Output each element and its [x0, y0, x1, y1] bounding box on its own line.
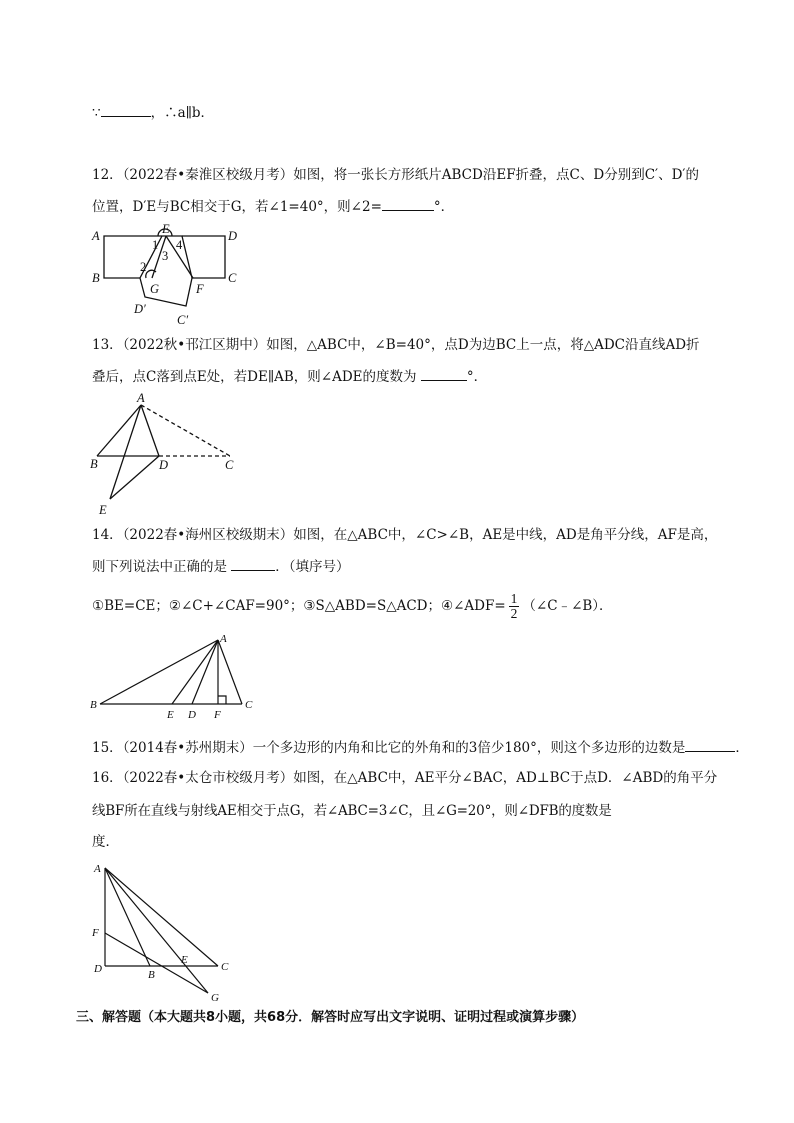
- q14-line1: 14．（2022春•海州区校级期末）如图，在△ABC中，∠C>∠B，AE是中线，AD是角平分线，AF是高，: [92, 527, 718, 543]
- q16-line-ag: [105, 868, 208, 993]
- q16-line-ac: [105, 868, 218, 966]
- q12-line2: 位置，D′E与BC相交于G，若∠1=40°，则∠2= °．: [92, 196, 454, 217]
- q16-line1: 16．（2022春•太仓市校级月考）如图，在△ABC中，AE平分∠BAC，AD⊥BC于点D．∠ABD的角平分: [92, 770, 718, 786]
- q16-label-A: A: [94, 863, 101, 875]
- q14-options: ①BE=CE；②∠C+∠CAF=90°；③S△ABD=S△ACD；④∠ADF= $\frac{1}{2}$ （∠C﹣∠B）．: [92, 591, 613, 621]
- q12-label-2: 2: [140, 260, 147, 274]
- q13-label-E: E: [99, 503, 107, 517]
- q13-label-A: A: [137, 391, 145, 405]
- q15-line: 15．（2014春•苏州期末）一个多边形的内角和比它的外角和的3倍少180°，则这个多边形的边数是 ．: [92, 737, 749, 758]
- q16-line-fg: [105, 933, 208, 993]
- q12-label-Cprime: C′: [177, 313, 189, 327]
- q14-label-E: E: [167, 709, 174, 721]
- q12-label-D: D: [228, 229, 238, 243]
- q16-label-C: C: [221, 961, 229, 973]
- q12-line1: 12．（2022春•秦淮区校级月考）如图，将一张长方形纸片ABCD沿EF折叠，点C、D分别到C′、D′的: [92, 167, 699, 183]
- q12-label-Dprime: D′: [134, 302, 146, 316]
- q14-line2: 则下列说法中正确的是 ．（填序号）: [92, 556, 350, 577]
- q11-tail: ∵ ，∴a∥b．: [92, 102, 214, 123]
- q13-label-D: D: [159, 458, 169, 472]
- q14-label-D: D: [188, 709, 196, 721]
- q14-label-B: B: [90, 699, 97, 711]
- q14-label-A: A: [220, 633, 227, 645]
- q16-label-G: G: [211, 992, 219, 1004]
- q13-line1: 13．（2022秋•邗江区期中）如图，△ABC中，∠B=40°，点D为边BC上一点，将△ADC沿直线AD折: [92, 337, 700, 353]
- q16-label-F: F: [92, 927, 99, 939]
- q13-label-B: B: [90, 457, 98, 471]
- q14-label-C: C: [245, 699, 253, 711]
- q13-label-C: C: [225, 458, 234, 472]
- q12-label-4: 4: [176, 238, 183, 252]
- section-3-heading: 三、解答题（本大题共8小题，共68分．解答时应写出文字说明、证明过程或演算步骤）: [76, 1010, 585, 1025]
- q16-line3: 度．: [92, 834, 119, 850]
- q14-label-F: F: [214, 709, 221, 721]
- q16-label-B: B: [148, 969, 155, 981]
- q13-line2: 叠后，点C落到点E处，若DE∥AB，则∠ADE的度数为 °．: [92, 366, 487, 387]
- q16-label-D: D: [94, 963, 102, 975]
- q12-label-B: B: [92, 271, 100, 285]
- q12-label-A: A: [92, 229, 100, 243]
- q12-label-3: 3: [162, 249, 169, 263]
- q14-fraction: $\frac{1}{2}$: [510, 591, 518, 621]
- q16-line2: 线BF所在直线与射线AE相交于点G，若∠ABC=3∠C，且∠G=20°，则∠DFB的度数是: [92, 803, 612, 819]
- q12-label-F: F: [196, 282, 204, 296]
- q16-label-E: E: [181, 954, 188, 966]
- q12-label-C: C: [228, 271, 237, 285]
- q16-line-ab: [105, 868, 150, 966]
- q12-label-1: 1: [152, 238, 159, 252]
- q12-label-E: E: [162, 222, 170, 236]
- q12-label-G: G: [150, 282, 160, 296]
